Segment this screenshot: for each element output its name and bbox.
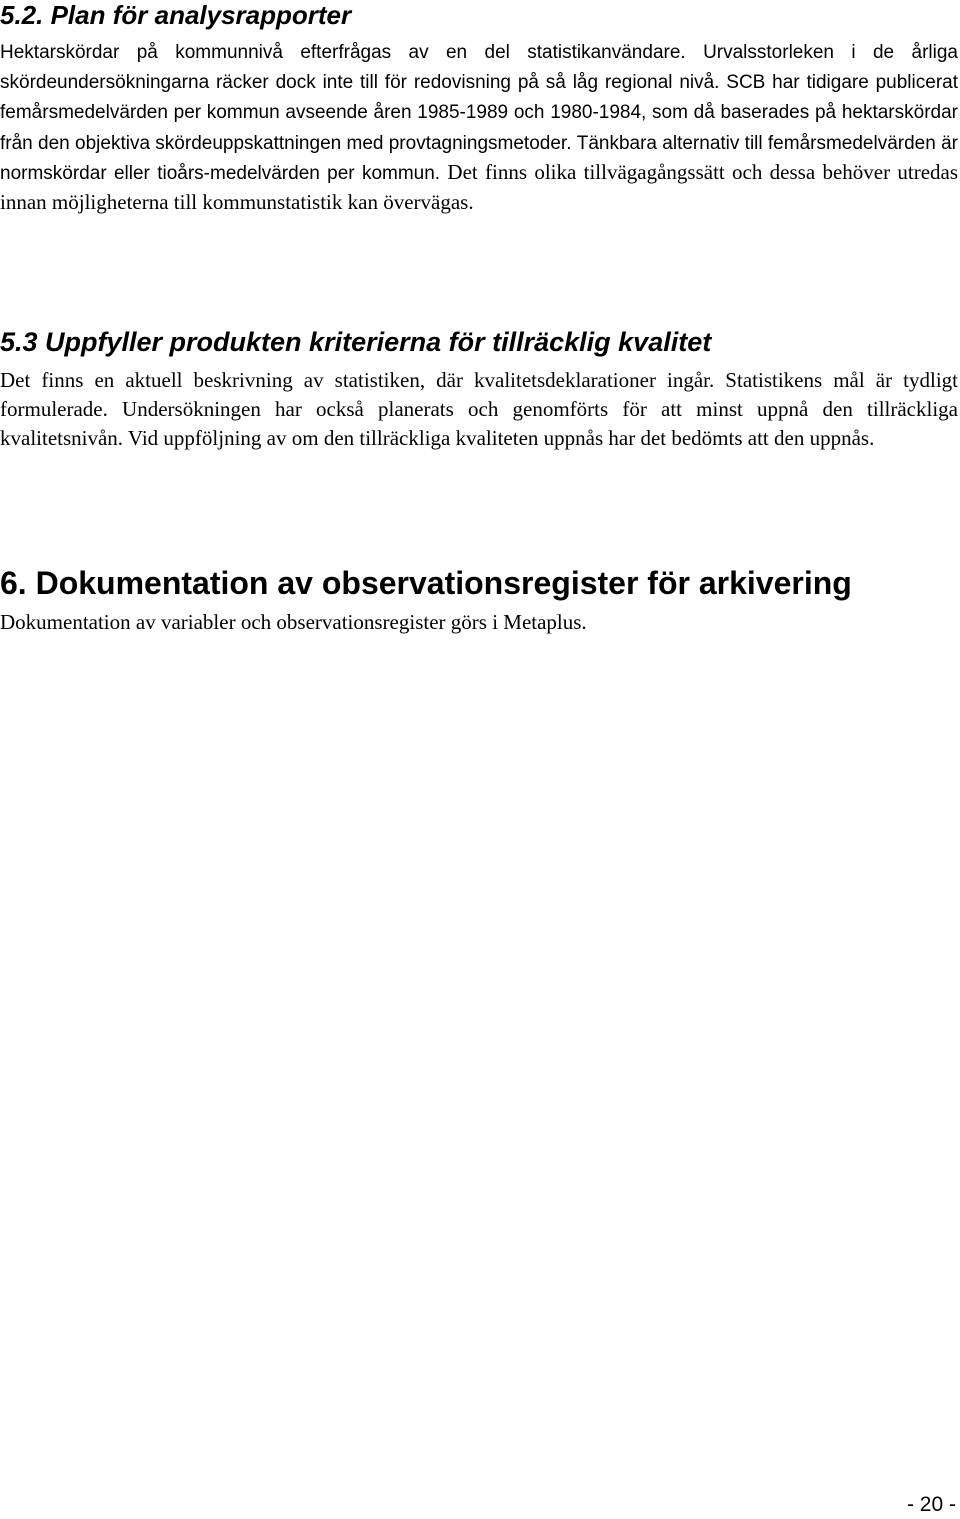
paragraph-sentence: Hektarskördar på kommunnivå efterfrågas av en del statistikanvändare. Urvalsstorleken i de årliga skördeundersökningarna räcker dock inte till för redovisning på så låg regional nivå.: [0, 42, 958, 94]
section-5-2: [0, 0, 958, 217]
section-heading: 6. Dokumentation av observationsregister för arkivering: [0, 565, 852, 601]
page-number: - 20 -: [906, 1493, 956, 1516]
section-paragraph: Dokumentation av variabler och observationsregister görs i Metaplus.: [0, 610, 587, 634]
section-paragraph: Det finns en aktuell beskrivning av statistiken, där kvalitetsdeklarationer ingår. Statistikens mål är tydligt formulerade. Undersökningen har också planerats och genomförts för att minst uppnå den tillräckliga kvalitetsnivån. Vid uppföljning av om den tillräckliga kvaliteten uppnås har det bedömts att den uppnås.: [0, 368, 958, 451]
section-heading: 5.2. Plan för analysrapporter: [0, 0, 352, 30]
paragraph-sentence: Det finns olika tillvägagångssätt och dessa behöver utredas innan möjligheterna till kommunstatistik kan övervägas.: [0, 159, 959, 215]
paragraph-sentence: Tänkbara alternativ till femårsmedelvärden är normskördar eller tioårs-medelvärden per kommun.: [0, 132, 958, 184]
section-6: [0, 565, 958, 637]
section-heading: 5.3 Uppfyller produkten kriterierna för tillräcklig kvalitet: [0, 327, 712, 357]
section-5-3: [0, 326, 958, 454]
section-paragraph: [0, 37, 958, 217]
paragraph-sentence: SCB har tidigare publicerat femårsmedelvärden per kommun avseende åren 1985-1989 och 1980-1984, som då baserades på hektarskördar från den objektiva skördeuppskattningen med provtagningsmetoder.: [0, 72, 958, 154]
